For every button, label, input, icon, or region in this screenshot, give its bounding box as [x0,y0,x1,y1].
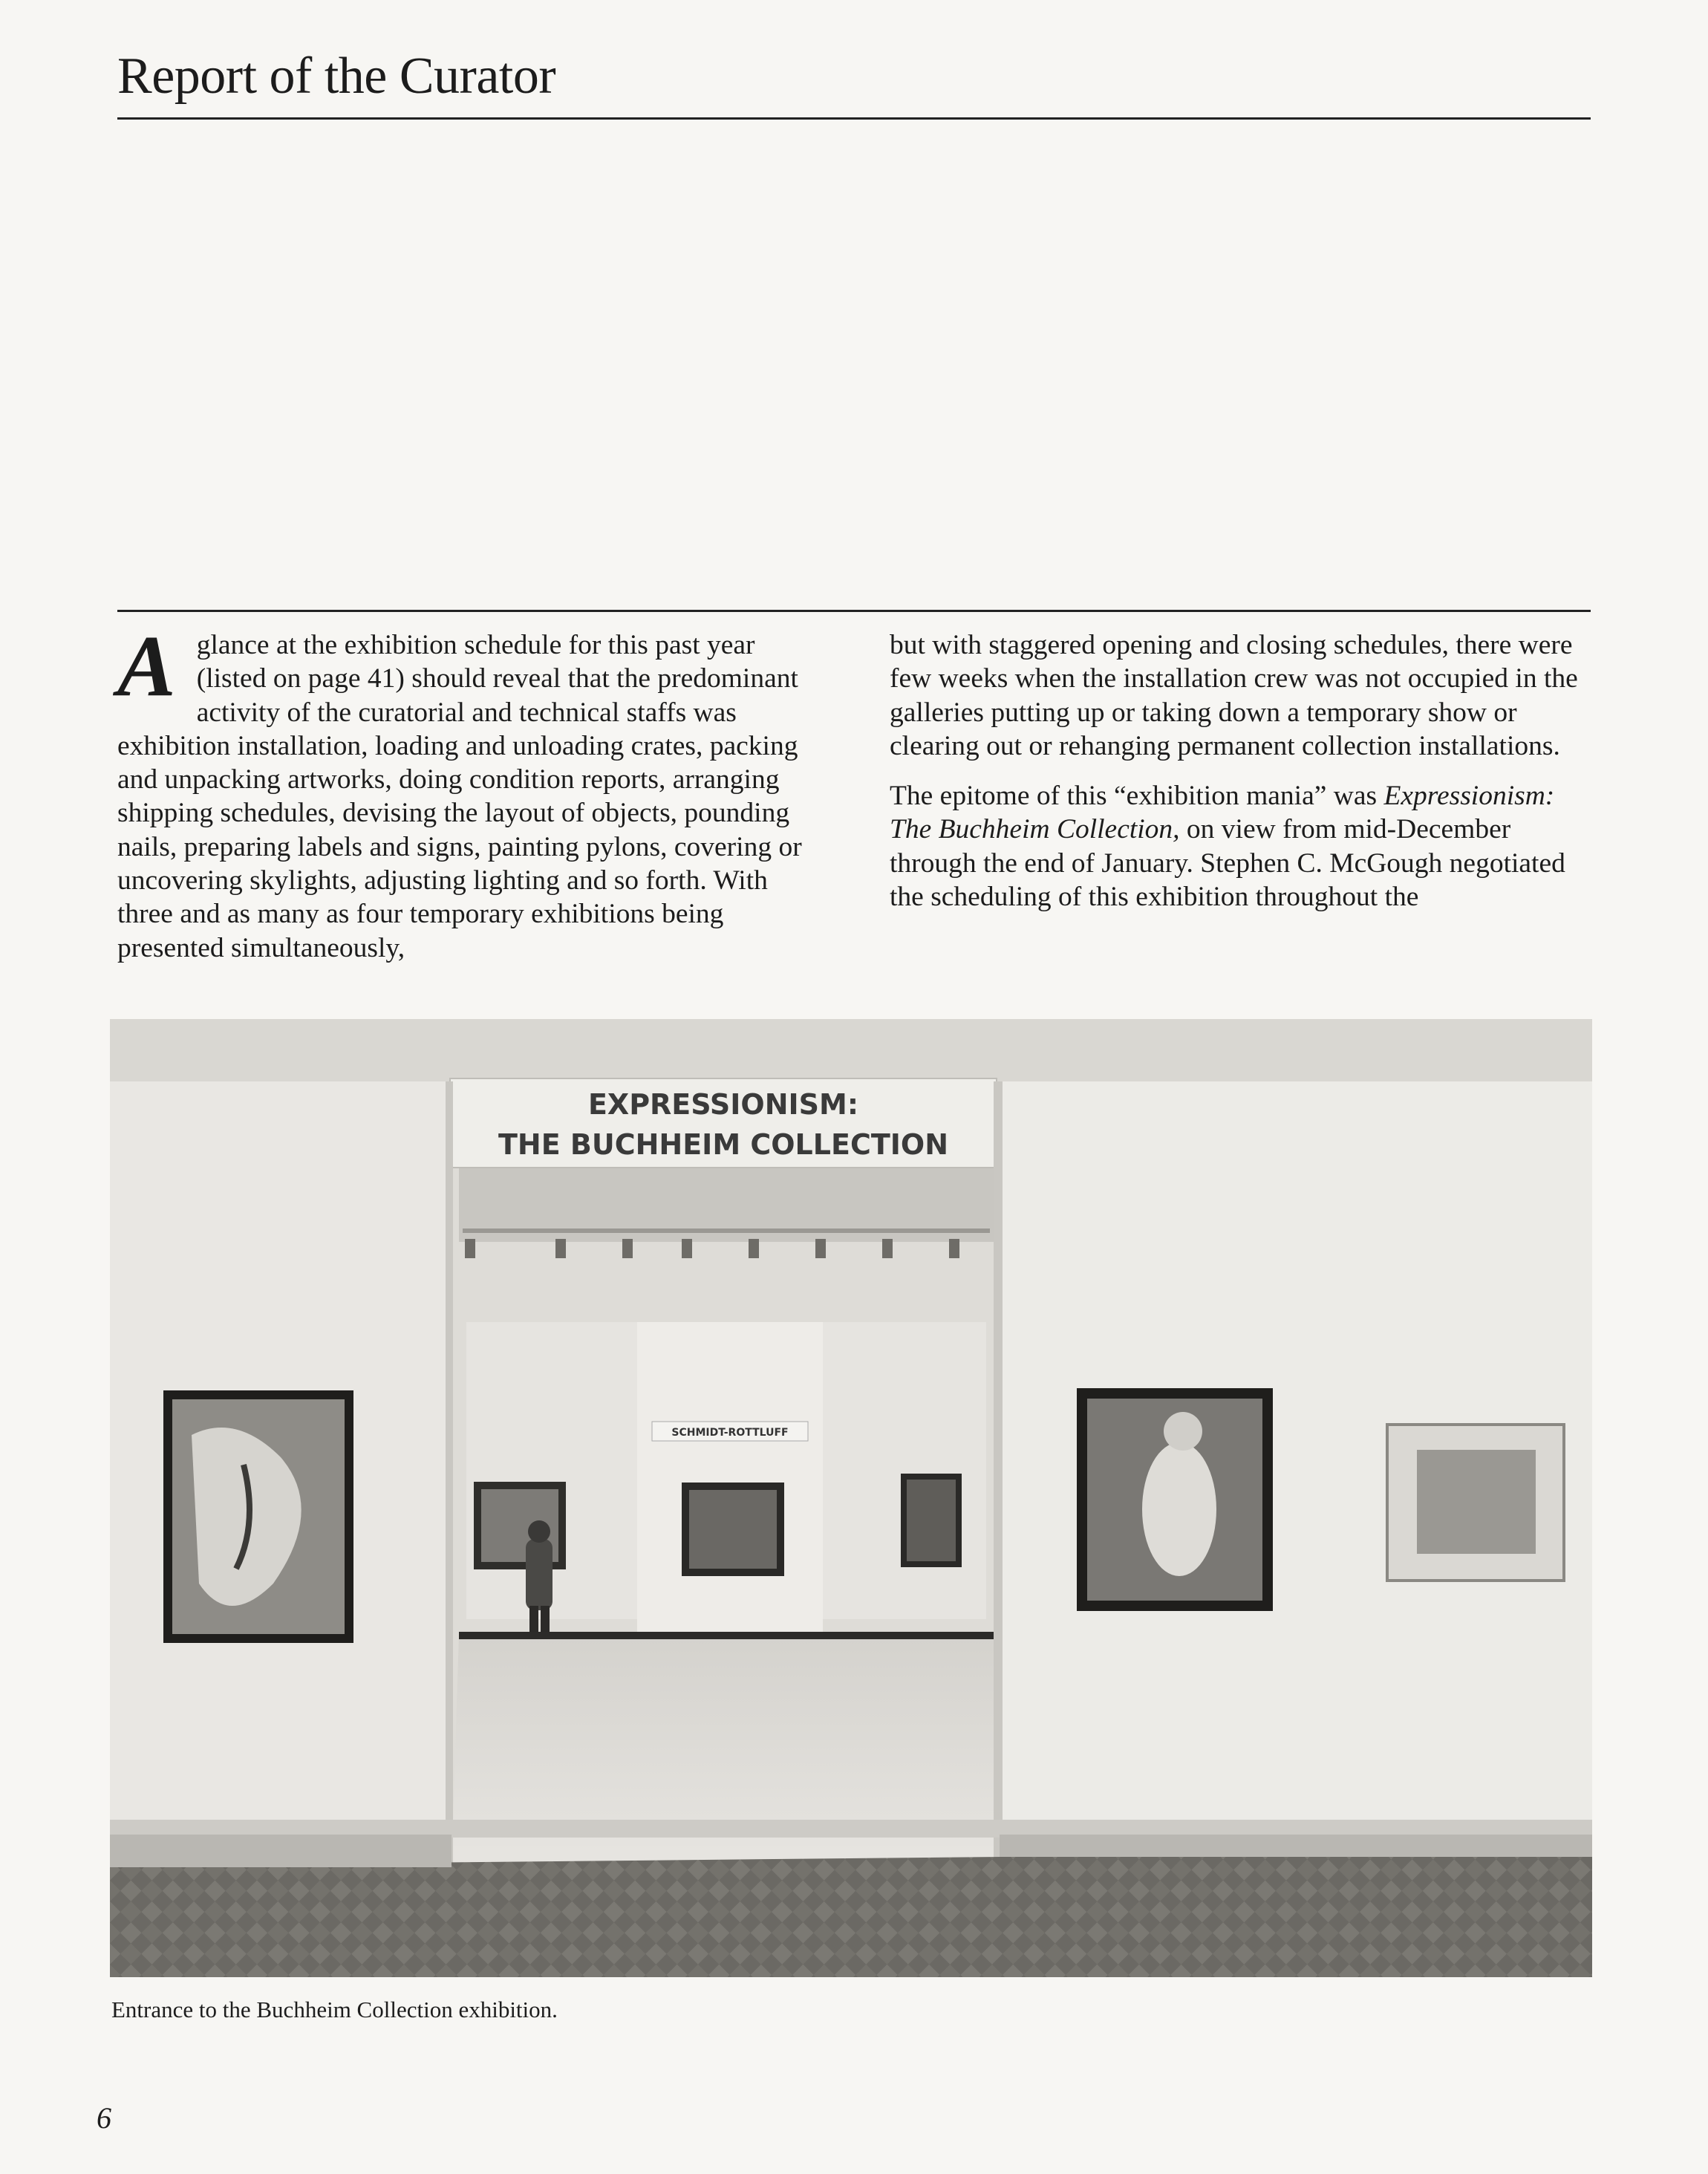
banner-line-2: THE BUCHHEIM COLLECTION [498,1128,948,1161]
exhibition-title-italic: Expressionism: The Buchheim Collection, [890,781,1555,845]
banner-line-1: EXPRESSIONISM: [587,1088,859,1121]
title-rule [117,117,1591,120]
photo-caption: Entrance to the Buchheim Collection exhibition. [111,1996,558,2022]
body-rule [117,610,1591,612]
parquet-floor [110,1851,1592,1977]
page-number: 6 [97,2101,111,2135]
inner-sign: SCHMIDT-ROTTLUFF [671,1427,789,1439]
right-paragraph-1: but with staggered opening and closing schedules, there were few weeks when the installation crew was not occupied in the galleries putting up or taking down a temporary show or clearing out or rehanging permanent collection installations. [890,630,1578,761]
drop-cap: A [117,617,176,715]
inner-partition [637,1322,823,1634]
article-column-right [890,628,1588,930]
page-title: Report of the Curator [117,48,556,105]
para2-text-start: The epitome of this “exhibition mania” was [890,781,1384,812]
para2-text-end: on view from mid-December through the end of January. Stephen C. McGough negotiated the scheduling of this exhibition throughout the [890,814,1565,913]
gallery-entrance-photo [110,1019,1592,1977]
right-paragraph-2 [890,779,1588,914]
article-column-left [117,617,815,965]
visitor-figure [526,1539,553,1610]
left-column-text: glance at the exhibition schedule for this past year (listed on page 41) should reveal that the predominant activity of the curatorial and technical staffs was exhibition installation, loading and unloading crates, packing and unpacking artworks, doing condition reports, arranging shipping schedules, devising the layout of objects, pounding nails, preparing labels and signs, painting pylons, covering or uncovering skylights, adjusting lighting and so forth. With three and as many as four temporary exhibitions being presented simultaneously, [117,630,802,963]
